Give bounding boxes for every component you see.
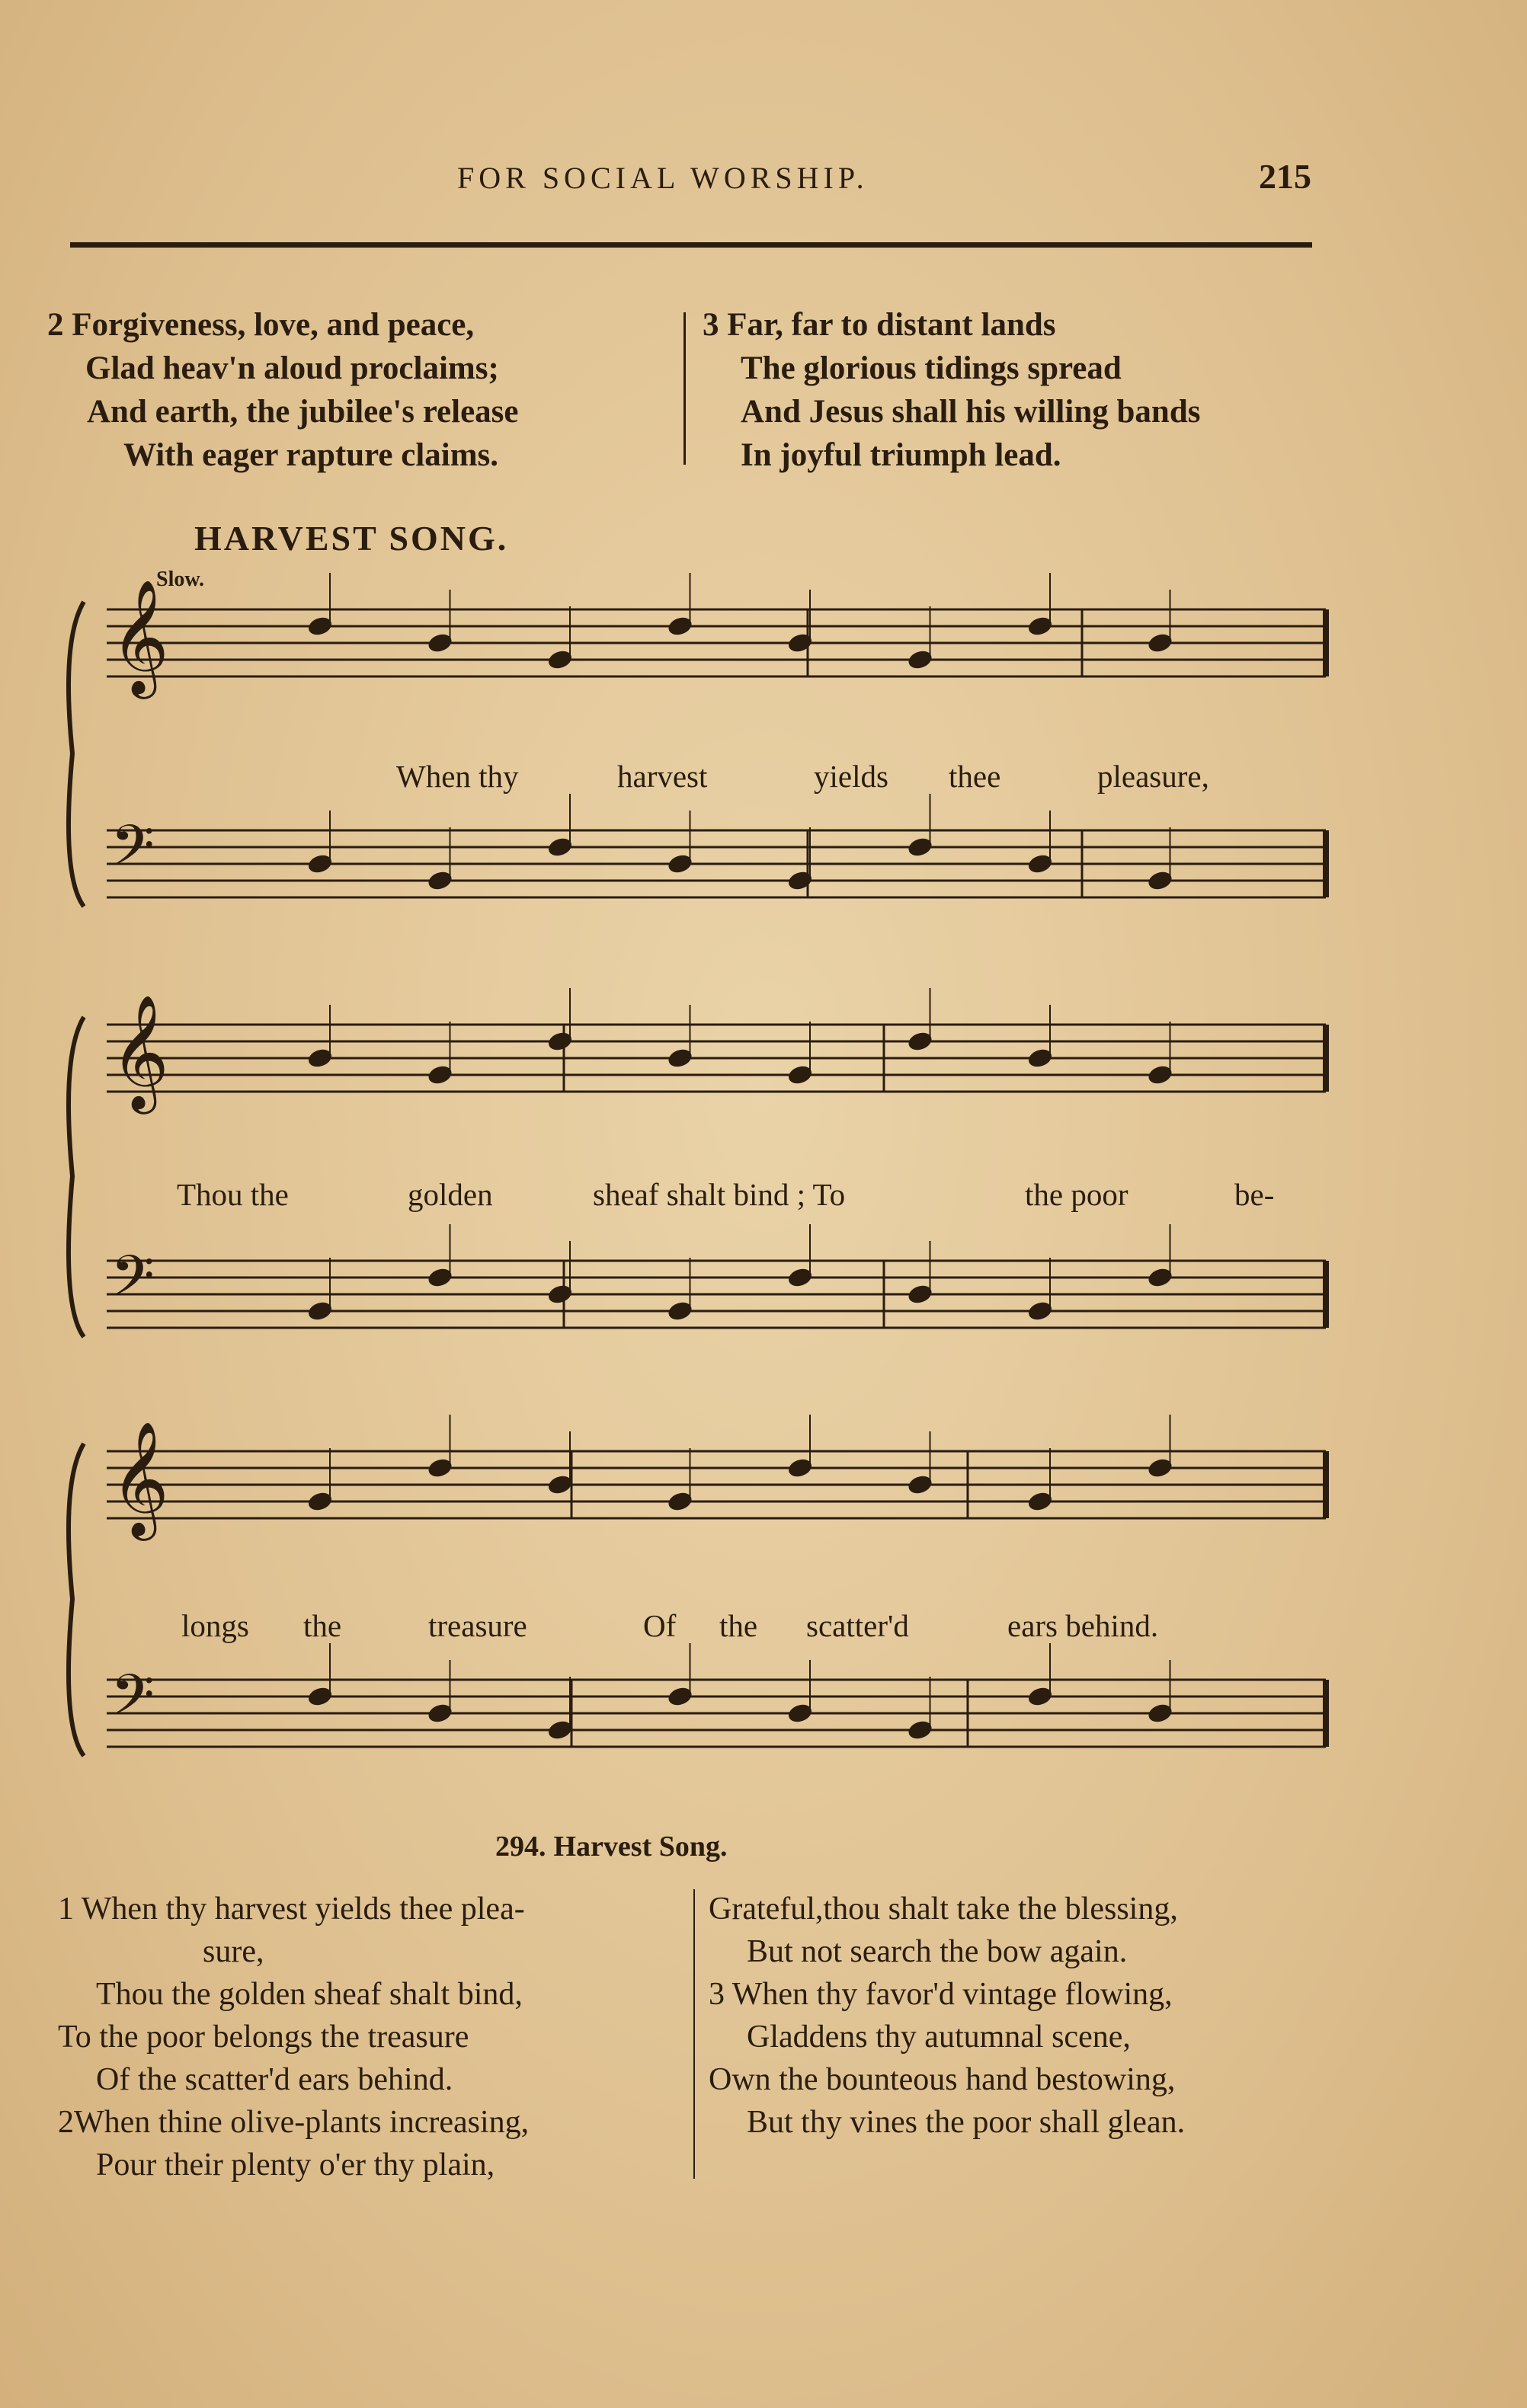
page-number: 215 <box>1259 157 1311 196</box>
hymn-left-column <box>58 1888 529 2186</box>
lyric-word: treasure <box>428 1608 527 1643</box>
lyric-word: When thy <box>396 759 519 794</box>
tempo-marking: Slow. <box>156 568 205 591</box>
lyric-word: the poor <box>1025 1177 1128 1212</box>
stanza-number: 3 <box>709 1977 725 2012</box>
lyric-word: Of <box>643 1608 677 1643</box>
song-title: HARVEST SONG. <box>194 519 509 558</box>
bass-clef-icon: 𝄢 <box>110 1662 155 1742</box>
lyric-word: the <box>303 1608 342 1643</box>
verse-line: Glad heav'n aloud proclaims; <box>85 350 499 386</box>
lyric-word: longs <box>181 1608 249 1643</box>
lyric-word: the <box>719 1608 758 1643</box>
lyric-word: be- <box>1234 1177 1275 1212</box>
hymn-line: Gladdens thy autumnal scene, <box>747 2019 1131 2055</box>
hymn-line: Grateful,thou shalt take the blessing, <box>709 1892 1178 1927</box>
lyric-word: scatter'd <box>806 1608 909 1643</box>
hymn-number: 294. <box>495 1831 546 1863</box>
stanza-number: 2 <box>47 307 64 343</box>
stanza-number: 1 <box>58 1892 74 1927</box>
hymn-right-column <box>709 1888 1185 2144</box>
stanza-number: 3 <box>703 307 719 343</box>
lyric-word: Thou the <box>177 1177 289 1212</box>
verse-line: And Jesus shall his willing bands <box>741 394 1201 430</box>
hymn-line: But thy vines the poor shall glean. <box>747 2105 1186 2140</box>
treble-clef-icon: 𝄞 <box>110 1420 169 1536</box>
lyric-word: pleasure, <box>1097 759 1209 794</box>
verse-line: In joyful triumph lead. <box>741 437 1061 473</box>
verse-line: With eager rapture claims. <box>123 437 499 473</box>
lyric-word: sheaf shalt bind ; To <box>593 1177 846 1212</box>
bass-clef-icon: 𝄢 <box>110 813 155 893</box>
hymn-line: sure, <box>203 1934 264 1969</box>
system-brace <box>69 1444 84 1756</box>
lyric-word: harvest <box>617 759 708 794</box>
hymn-line: But not search the bow again. <box>747 1934 1128 1969</box>
lyric-word: ears behind. <box>1007 1608 1159 1643</box>
verse-line: The glorious tidings spread <box>741 350 1122 386</box>
hymn-line: Own the bounteous hand bestowing, <box>709 2062 1176 2097</box>
treble-clef-icon: 𝄞 <box>110 578 169 694</box>
lyric-word: golden <box>408 1177 493 1212</box>
column-divider <box>693 1889 695 2179</box>
hymn-heading <box>495 1830 728 1863</box>
verse-line: And earth, the jubilee's release <box>87 394 519 430</box>
hymn-line: When thy favor'd vintage flowing, <box>731 1977 1173 2012</box>
bass-clef-icon: 𝄢 <box>110 1243 155 1323</box>
hymn-line: When thine olive-plants increasing, <box>74 2105 530 2140</box>
hymn-line: Of the scatter'd ears behind. <box>96 2062 453 2097</box>
system-brace <box>69 602 84 907</box>
treble-clef-icon: 𝄞 <box>110 993 169 1109</box>
hymn-line: Pour their plenty o'er thy plain, <box>96 2147 495 2183</box>
verse-line: Forgiveness, love, and peace, <box>72 307 475 343</box>
lyric-word: yields <box>814 759 888 794</box>
hymn-title: Harvest Song. <box>553 1831 728 1863</box>
lyric-word: thee <box>949 759 1001 794</box>
stanza-number: 2 <box>58 2105 74 2140</box>
hymn-line: To the poor belongs the treasure <box>58 2019 469 2055</box>
system-brace <box>69 1017 84 1337</box>
hymn-line: Thou the golden sheaf shalt bind, <box>96 1977 523 2012</box>
hymn-line: When thy harvest yields thee plea- <box>81 1892 525 1927</box>
verse-line: Far, far to distant lands <box>727 307 1056 343</box>
running-header-title: FOR SOCIAL WORSHIP. <box>457 161 869 195</box>
